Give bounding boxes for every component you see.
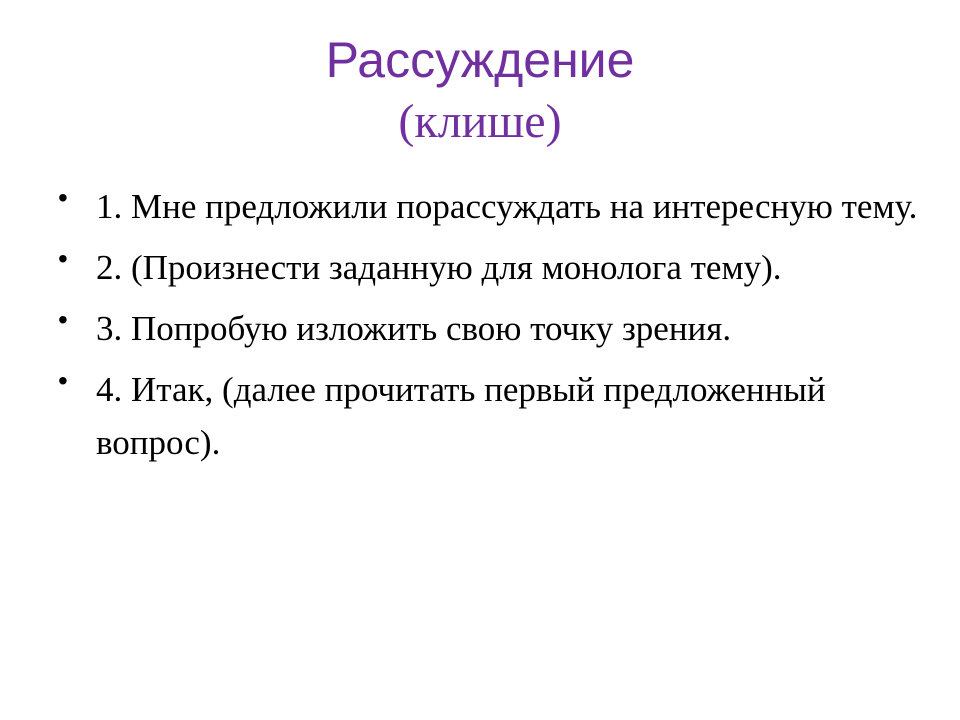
- bullet-icon: •: [58, 182, 68, 213]
- list-item-text: 3. Попробую изложить свою точку зрения.: [96, 309, 732, 348]
- list-item-text: 4. Итак, (далее прочитать первый предложенный вопрос).: [96, 370, 826, 462]
- list-item-text: 1. Мне предложили порассуждать на интересную тему.: [96, 187, 918, 226]
- list-item: [58, 302, 918, 355]
- list-item: [58, 241, 918, 294]
- bullet-list: [58, 180, 918, 477]
- list-item: [58, 363, 918, 469]
- list-item: [58, 180, 918, 233]
- bullet-icon: •: [58, 304, 68, 335]
- bullet-icon: •: [58, 365, 68, 396]
- title-block: [80, 28, 880, 152]
- slide-title: Рассуждение: [325, 32, 635, 88]
- slide-subtitle: (клише): [398, 95, 562, 148]
- bullet-icon: •: [58, 243, 68, 274]
- list-item-text: 2. (Произнести заданную для монолога тему).: [96, 248, 782, 287]
